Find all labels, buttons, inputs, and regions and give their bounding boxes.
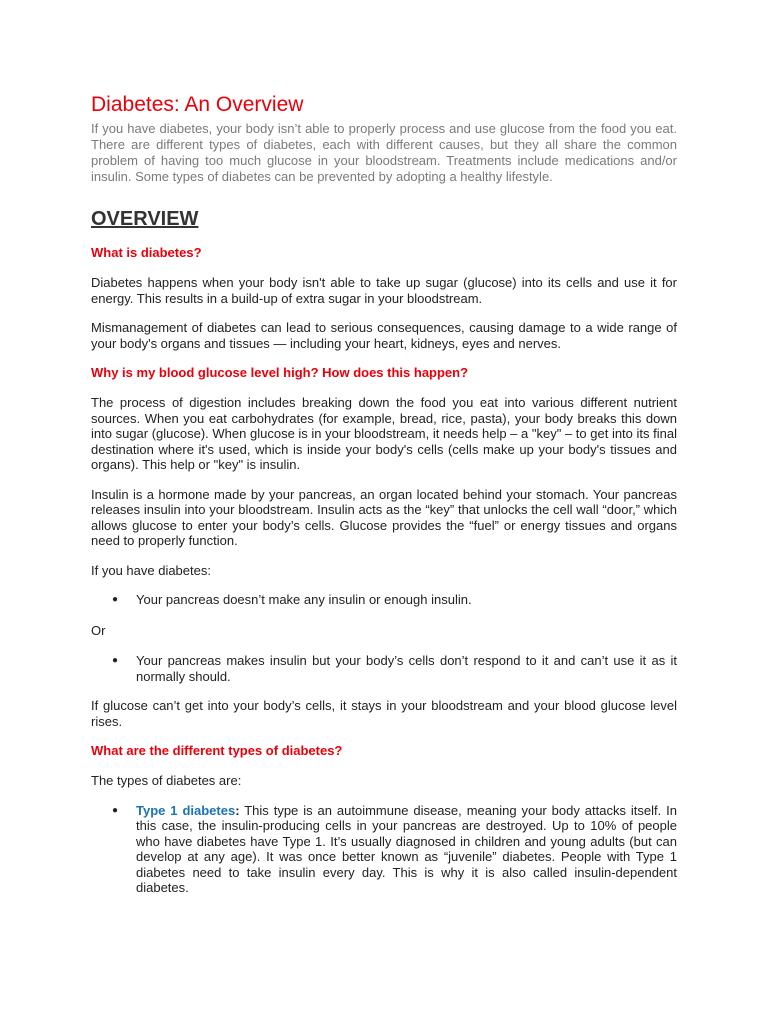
list-item-text: Your pancreas makes insulin but your body’s cells don’t respond to it and can’t use it as it normally should. (136, 653, 677, 684)
section-heading-overview: OVERVIEW (91, 208, 199, 230)
question-types: What are the different types of diabetes? (91, 743, 343, 758)
list-item-text: Your pancreas doesn’t make any insulin or enough insulin. (136, 592, 472, 607)
term-colon: : (235, 802, 240, 818)
paragraph-glucose-rises: If glucose can’t get into your body’s cells, it stays in your bloodstream and your blood glucose level rises. (91, 698, 677, 729)
paragraph-digestion: The process of digestion includes breaking down the food you eat into various different nutrient sources. When you eat carbohydrates (for example, bread, rice, pasta), your body breaks this down into sugar (glucose). When glucose is in your bloodstream, it needs help – a "key" – to get into its final destination where it's used, which is inside your body's cells (cells make up your body's tissues and organs). This help or "key" is insulin. (91, 395, 677, 472)
bullet-icon: ● (112, 804, 119, 816)
bullet-list-causes-1 (91, 592, 677, 608)
question-what-is-diabetes: What is diabetes? (91, 245, 202, 260)
list-item (91, 592, 677, 608)
list-item (91, 653, 677, 684)
paragraph-or: Or (91, 622, 106, 638)
term-type-1-diabetes: Type 1 diabetes (136, 802, 236, 818)
document-content (91, 92, 677, 896)
list-item-type-1 (91, 803, 677, 896)
bullet-list-causes-2 (91, 653, 677, 684)
paragraph-definition: Diabetes happens when your body isn't able to take up sugar (glucose) into its cells and use it for energy. This results in a build-up of extra sugar in your bloodstream. (91, 275, 677, 306)
page-title: Diabetes: An Overview (91, 93, 304, 116)
bullet-icon: ● (112, 594, 119, 605)
paragraph-mismanagement: Mismanagement of diabetes can lead to serious consequences, causing damage to a wide range of your body's organs and tissues — including your heart, kidneys, eyes and nerves. (91, 320, 677, 351)
type-1-description: This type is an autoimmune disease, meaning your body attacks itself. In this case, the insulin-producing cells in your pancreas are destroyed. Up to 10% of people who have diabetes have Type 1. It’s usually diagnosed in children and young adults (but can develop at any age). It was once better known as “juvenile” diabetes. People with Type 1 diabetes need to take insulin every day. This is why it is also called insulin-dependent diabetes. (136, 802, 678, 895)
intro-paragraph: If you have diabetes, your body isn’t able to properly process and use glucose from the food you eat. There are different types of diabetes, each with different causes, but they all share the common problem of having too much glucose in your bloodstream. Treatments include medications and/or insulin. Some types of diabetes can be prevented by adopting a healthy lifestyle. (91, 121, 677, 184)
paragraph-types-intro: The types of diabetes are: (91, 773, 242, 788)
paragraph-if-you-have-diabetes: If you have diabetes: (91, 562, 211, 578)
bullet-list-types (91, 803, 677, 896)
question-glucose-high: Why is my blood glucose level high? How does this happen? (91, 365, 469, 380)
bullet-icon: ● (112, 655, 119, 666)
paragraph-insulin: Insulin is a hormone made by your pancreas, an organ located behind your stomach. Your pancreas releases insulin into your bloodstream. Insulin acts as the “key” that unlocks the cell wall “door,” which allows glucose to enter your body’s cells. Glucose provides the “fuel” or energy tissues and organs need to properly function. (91, 486, 677, 548)
